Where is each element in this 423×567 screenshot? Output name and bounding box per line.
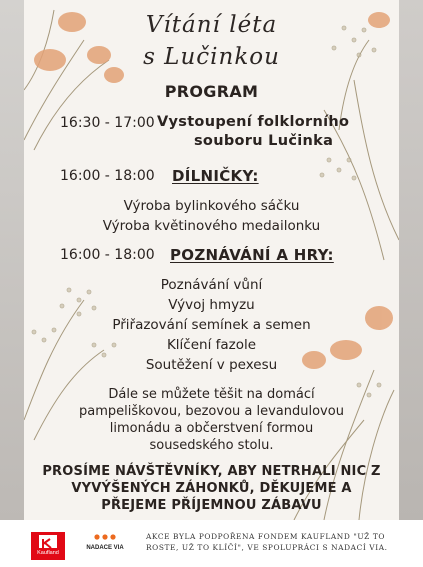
program-heading: PROGRAM: [164, 82, 259, 101]
notice-line: PROSÍME NÁVŠTĚVNÍKY, ABY NETRHALI NIC Z: [42, 464, 381, 479]
block2-time: 16:00 - 18:00: [60, 168, 155, 184]
background-left-edge: [0, 0, 24, 520]
block2-heading: DÍLNIČKY:: [172, 167, 259, 185]
info-paragraph-line: Dále se můžete těšit na domácí: [108, 387, 315, 402]
block1-title-line2: souboru Lučinka: [194, 133, 334, 149]
block3-heading: POZNÁVÁNÍ A HRY:: [170, 246, 334, 264]
kaufland-logo: [30, 531, 66, 561]
sponsor-text: [146, 531, 408, 553]
block3-time: 16:00 - 18:00: [60, 247, 155, 263]
block3-item: Klíčení fazole: [166, 337, 257, 353]
block2-item: Výroba květinového medailonku: [102, 218, 321, 234]
background-right-edge: [399, 0, 423, 520]
kaufland-logo-text: Kaufland: [37, 550, 59, 556]
sponsor-text-line1: AKCE BYLA PODPOŘENA FONDEM KAUFLAND "UŽ TO: [146, 532, 386, 541]
block3-item: Soutěžení v pexesu: [145, 357, 278, 373]
block1-time: 16:30 - 17:00: [60, 115, 155, 131]
nadace-via-logo: [80, 530, 130, 560]
nadace-via-dots-icon: [94, 534, 116, 540]
kaufland-logo-mark: [39, 535, 57, 548]
notice-line: VYVÝŠENÝCH ZÁHONKŮ, DĚKUJEME A: [71, 481, 352, 496]
block3-item: Vývoj hmyzu: [168, 297, 255, 313]
info-paragraph-line: sousedského stolu.: [149, 438, 274, 453]
block3-item: Přiřazování semínek a semen: [112, 317, 311, 333]
event-poster: [24, 0, 399, 520]
block2-item: Výroba bylinkového sáčku: [123, 198, 300, 214]
info-paragraph-line: limonádu a občerstvení formou: [109, 421, 314, 436]
info-paragraph-line: pampeliškovou, bezovou a levandulovou: [79, 404, 344, 419]
poster-content: [24, 0, 399, 520]
notice-line: PŘEJEME PŘÍJEMNOU ZÁBAVU: [101, 498, 322, 513]
block1-title-line1: Vystoupení folklorního: [157, 114, 350, 130]
poster-title-line2: s Lučinkou: [143, 44, 280, 70]
sponsor-text-line2: ROSTE, UŽ TO KLÍČÍ", VE SPOLUPRÁCI S NADACÍ VIA.: [146, 543, 388, 552]
nadace-via-logo-text: NADACE VIA: [86, 545, 124, 551]
block3-item: Poznávání vůní: [160, 277, 263, 293]
poster-title-line1: Vítání léta: [145, 12, 278, 38]
